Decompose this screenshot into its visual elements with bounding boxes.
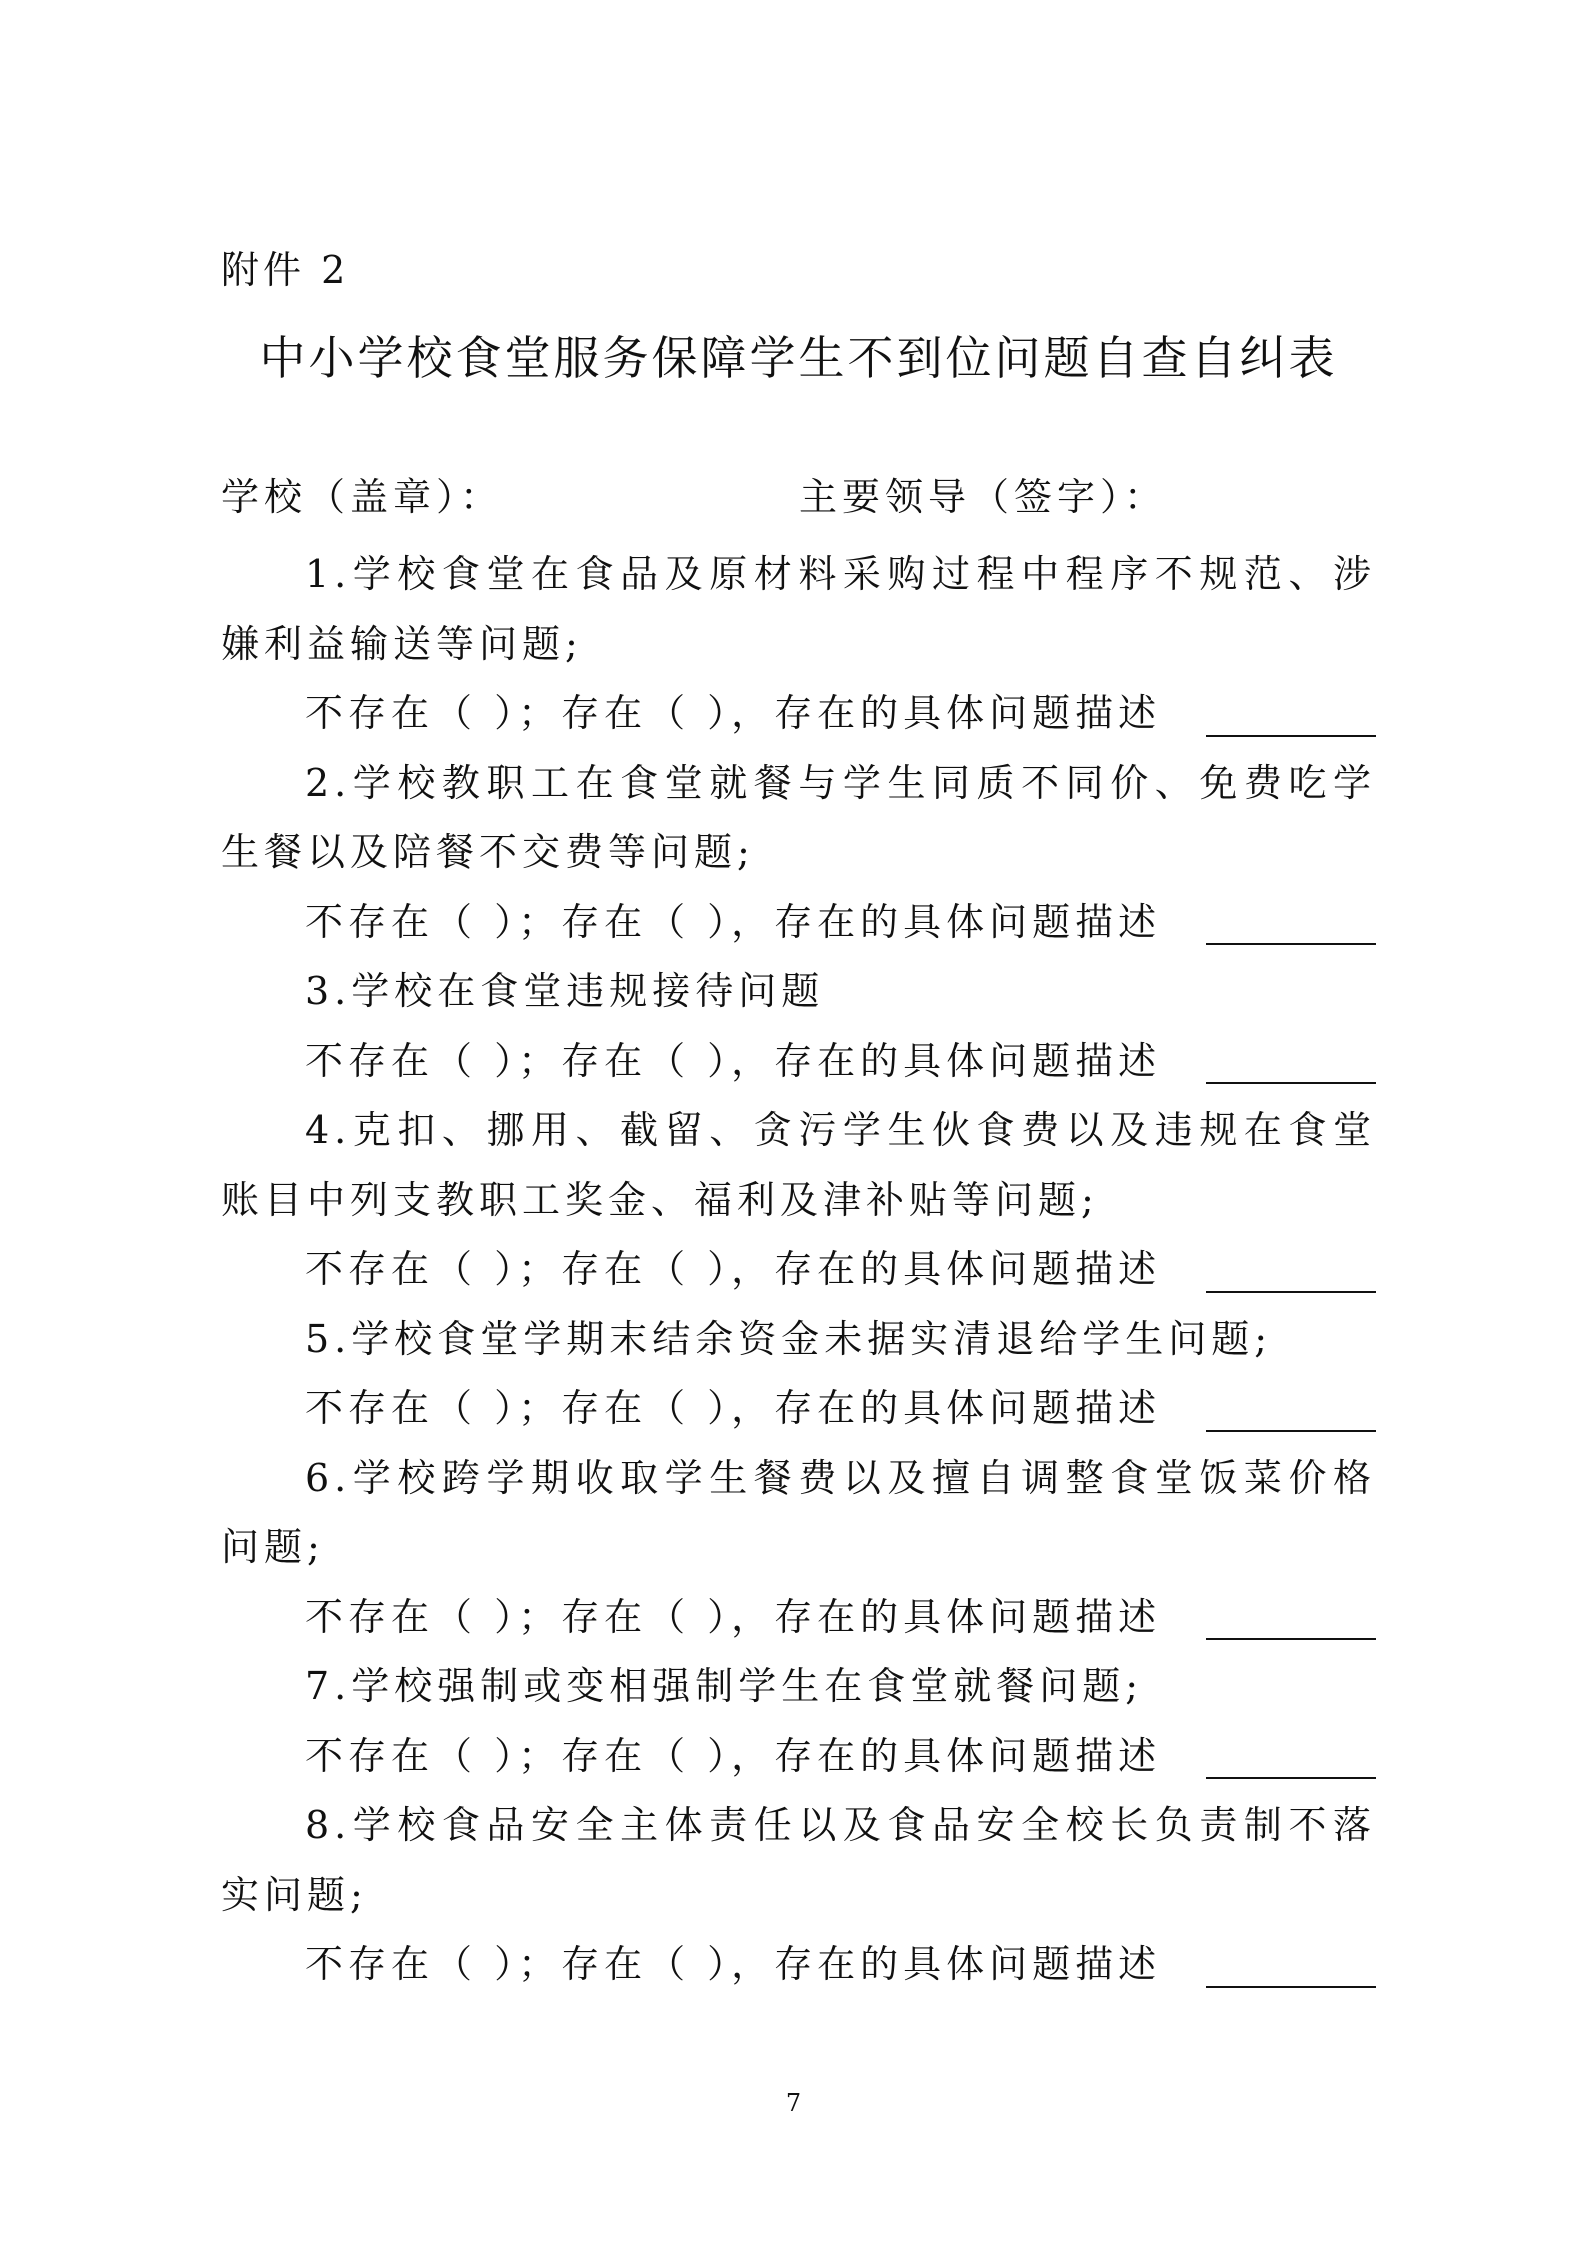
answer-text: 不存在（ ）；存在（ ），存在的具体问题描述: [305, 1386, 1162, 1430]
answer-text: 不存在（ ）；存在（ ），存在的具体问题描述: [305, 1038, 1162, 1083]
signature-row: [221, 472, 1376, 522]
answer-blank[interactable]: [1206, 1984, 1376, 1988]
answer-text: 不存在（ ）；存在（ ），存在的具体问题描述: [305, 1942, 1162, 1986]
answer-line: [221, 1583, 1376, 1653]
answer-text: 不存在（ ）；存在（ ），存在的具体问题描述: [305, 1733, 1162, 1778]
answer-text: 不存在（ ）；存在（ ），存在的具体问题描述: [305, 1594, 1162, 1639]
checklist-item: 4.克扣、挪用、截留、贪污学生伙食费以及违规在食堂账目中列支教职工奖金、福利及津补贴等问题;: [221, 1108, 1376, 1222]
checklist-item: 7.学校强制或变相强制学生在食堂就餐问题;: [305, 1664, 1144, 1708]
answer-line: [221, 1374, 1376, 1444]
answer-line: [221, 679, 1376, 749]
answer-text: 不存在（ ）；存在（ ），存在的具体问题描述: [305, 1247, 1162, 1291]
answer-blank[interactable]: [1206, 733, 1376, 737]
answer-blank[interactable]: [1206, 941, 1376, 945]
answer-blank[interactable]: [1206, 1289, 1376, 1293]
checklist-item: 6.学校跨学期收取学生餐费以及擅自调整食堂饭菜价格问题;: [221, 1455, 1376, 1569]
answer-line: [221, 1930, 1376, 2000]
page-title: 中小学校食堂服务保障学生不到位问题自查自纠表: [259, 331, 1338, 385]
answer-line: [221, 888, 1376, 958]
answer-line: [221, 1722, 1376, 1792]
leader-signature-label: 主要领导（签字）：: [799, 475, 1168, 519]
school-stamp-label: 学校（盖章）：: [221, 475, 504, 519]
answer-line: [221, 1235, 1376, 1305]
answer-blank[interactable]: [1206, 1775, 1376, 1779]
answer-blank[interactable]: [1206, 1636, 1376, 1640]
answer-text: 不存在（ ）；存在（ ），存在的具体问题描述: [305, 899, 1162, 944]
checklist: [221, 540, 1376, 2000]
answer-blank[interactable]: [1206, 1428, 1376, 1432]
answer-text: 不存在（ ）；存在（ ），存在的具体问题描述: [305, 691, 1162, 735]
answer-blank[interactable]: [1206, 1080, 1376, 1084]
checklist-item: 2.学校教职工在食堂就餐与学生同质不同价、免费吃学生餐以及陪餐不交费等问题;: [221, 760, 1376, 874]
answer-line: [221, 1027, 1376, 1097]
checklist-item: 5.学校食堂学期末结余资金未据实清退给学生问题;: [305, 1316, 1273, 1361]
checklist-item: 3.学校在食堂违规接待问题: [305, 969, 825, 1013]
page-number: 7: [785, 2089, 802, 2117]
attachment-label: 附件 2: [221, 248, 350, 292]
checklist-item: 8.学校食品安全主体责任以及食品安全校长负责制不落实问题;: [221, 1803, 1376, 1917]
checklist-item: 1.学校食堂在食品及原材料采购过程中程序不规范、涉嫌利益输送等问题;: [221, 552, 1376, 666]
